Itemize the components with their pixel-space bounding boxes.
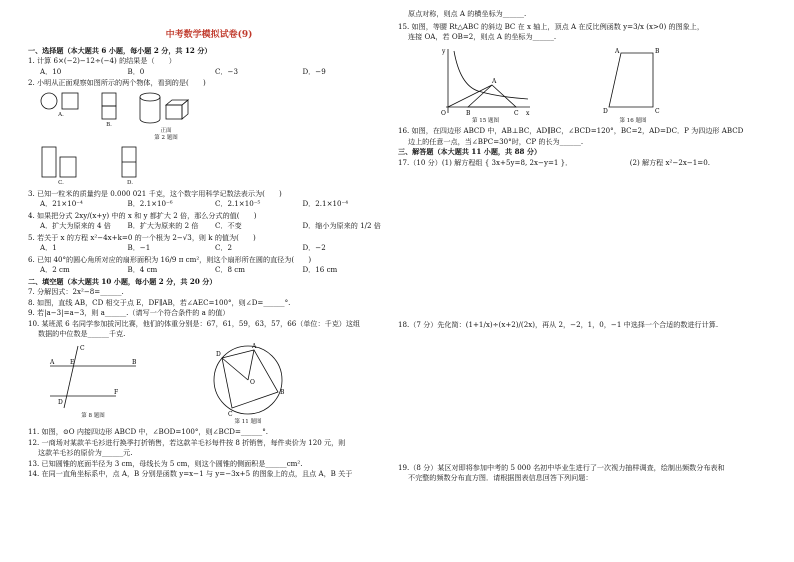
option-d: D．−9 [302, 66, 326, 76]
svg-text:B: B [466, 109, 471, 117]
question-14: 14. 在同一直角坐标系中，点 A，B 分别是函数 y=x−1 与 y=−3x+5 的图象上的点，且点 A，B 关于 [28, 470, 353, 479]
question-18: 18.（7 分）先化简：(1+1/x)÷(x+2)/(2x)，再从 2，−2，1，0，−1 中选择一个合适的数进行计算. [398, 321, 719, 330]
svg-text:O: O [441, 109, 446, 117]
option-a: A．10 [40, 66, 62, 76]
option-c: C．2 [215, 243, 233, 253]
option-c-label: C. [58, 179, 64, 186]
fig2-solids [136, 91, 196, 142]
question-2-figures [40, 91, 390, 142]
question-15-cont: 连接 OA，若 OB=2，则点 A 的坐标为______. [408, 33, 557, 41]
option-a: A．2 cm [40, 265, 70, 275]
question-7: 7. 分解因式：2x²−8=______. [28, 288, 124, 297]
question-3: 3. 已知一粒米的质量约是 0.000 021 千克，这个数字用科学记数法表示为( ) [28, 189, 282, 198]
svg-text:x: x [526, 109, 530, 117]
question-9: 9. 若|a−3|=a−3，则 a______.（请写一个符合条件的 a 的值） [28, 309, 230, 318]
fig11-caption: 第 11 题图 [234, 418, 262, 425]
svg-text:B: B [280, 388, 285, 396]
question-5: 5. 若关于 x 的方程 x²−4x+k=0 的一个根为 2−√3，则 k 的值为( ) [28, 233, 256, 242]
svg-text:C: C [80, 344, 85, 352]
question-10: 10. 某班派 6 名同学参加拔河比赛，他们的体重分别是：67，61，59，63，57，66（单位：千克）这组 [28, 319, 361, 328]
circle-square-figure [40, 91, 82, 111]
option-b-label: B. [106, 121, 112, 128]
svg-text:D: D [216, 350, 221, 358]
option-c: C．−3 [215, 66, 238, 76]
option-a: A．1 [40, 243, 57, 253]
question-10-cont: 数据的中位数是______千克. [38, 330, 126, 339]
svg-text:D: D [58, 398, 63, 406]
question-11: 11. 如图，⊙O 内接四边形 ABCD 中，∠BOD=100°，则∠BCD=______°. [28, 428, 269, 437]
fig15 [438, 45, 533, 125]
fill-figures [48, 342, 390, 426]
question-17-row [398, 159, 770, 168]
option-d: D．缩小为原来的 1/2 倍 [302, 221, 381, 231]
svg-text:O: O [250, 378, 255, 386]
section-fill-heading: 二、填空题（本大题共 10 小题，每小题 2 分，共 20 分） [28, 276, 217, 286]
page-title: 中考数学模拟试卷(9) [165, 30, 253, 40]
fig2-caption: 第 2 题图 [154, 135, 178, 142]
question-4: 4. 如果把分式 2xy/(x+y) 中的 x 和 y 都扩大 2 倍，那么分式的值( ) [28, 211, 257, 220]
option-a-label: A. [58, 111, 64, 118]
option-d-figure [120, 145, 140, 187]
svg-text:E: E [70, 358, 75, 366]
option-a: A．21×10⁻⁴ [40, 199, 83, 209]
option-d: D．−2 [302, 243, 326, 253]
svg-text:B: B [132, 358, 137, 366]
question-12-cont: 这款羊毛衫的原价为______元. [38, 449, 133, 458]
divided-rectangle-figure [120, 145, 140, 179]
answer-space-17 [398, 169, 770, 319]
answer-space-18 [398, 332, 770, 462]
right-column [398, 8, 770, 485]
fig16-caption: 第 16 题图 [619, 117, 647, 124]
svg-text:B: B [655, 47, 660, 55]
question-1-options [40, 68, 390, 77]
option-a-figure [40, 91, 82, 142]
svg-text:C: C [655, 107, 660, 115]
option-b-figure [100, 91, 118, 142]
question-2: 2. 小明从正面观察如图所示的两个物体，看到的是( ) [28, 79, 206, 88]
left-column [28, 30, 390, 481]
fig8-caption: 第 8 题图 [81, 412, 105, 419]
question-14-cont: 原点对称，则点 A 的横坐标为______. [408, 10, 527, 18]
option-a: A．扩大为原来的 4 倍 [40, 221, 111, 231]
question-17: 17.（10 分）(1) 解方程组 { 3x+5y=8, 2x−y=1 }． [398, 158, 573, 167]
section-solve-heading: 三、解答题（本大题共 11 小题，共 88 分） [398, 147, 542, 157]
option-c: C．不变 [215, 221, 242, 231]
question-3-options [40, 200, 390, 209]
option-b: B．0 [127, 66, 145, 76]
question-16-cont: 边上的任意一点，当∠BPC=30°时，CP 的长为______. [408, 137, 584, 146]
svg-text:C: C [228, 410, 233, 418]
option-b: B．4 cm [127, 265, 158, 275]
fig8 [48, 342, 138, 426]
question-4-options [40, 222, 390, 231]
svg-text:y: y [442, 47, 446, 55]
question-16: 16. 如图，在四边形 ABCD 中，AB⊥BC，AD∥BC，∠BCD=120°，BC=2，AD=DC．P 为四边形 ABCD [398, 127, 744, 136]
fig15-caption: 第 15 题图 [472, 117, 499, 124]
svg-text:D: D [603, 107, 608, 115]
stacked-squares-figure [100, 91, 118, 121]
option-d: D．2.1×10⁻⁴ [302, 199, 349, 209]
option-c: C．2.1×10⁻⁵ [215, 199, 261, 209]
svg-text:A: A [492, 77, 497, 85]
option-b: B．扩大为原来的 2 倍 [127, 221, 199, 231]
right-figures [438, 45, 770, 125]
svg-text:A: A [615, 47, 620, 55]
question-5-options [40, 244, 390, 253]
trapezoid-figure [603, 45, 663, 117]
option-d-label: D. [127, 179, 133, 186]
question-19-cont: 不完整的频数分布直方图．请根据图表信息回答下列问题： [408, 474, 593, 483]
svg-text:A: A [50, 358, 55, 366]
rectangles-figure [40, 145, 82, 179]
question-6-options [40, 266, 390, 275]
question-8: 8. 如图，直线 AB，CD 相交于点 E，DF∥AB，若∠AEC=100°，则∠D=______°. [28, 298, 291, 307]
option-d: D．16 cm [302, 265, 338, 275]
question-15: 15. 如图，等腰 Rt△ABC 的斜边 BC 在 x 轴上，顶点 A 在反比例函数 y=3/x (x>0) 的图象上， [398, 22, 704, 31]
parallel-lines-figure [48, 342, 138, 412]
option-c-figure [40, 145, 82, 187]
option-c: C．8 cm [215, 265, 245, 275]
question-1: 1. 计算 6×(−2)−12÷(−4) 的结果是（ ） [28, 57, 176, 66]
section-choice-heading: 一、选择题（本大题共 6 小题，每小题 2 分，共 12 分） [28, 45, 212, 55]
svg-text:A: A [252, 342, 257, 350]
question-19: 19.（8 分）某区对即将参加中考的 5 000 名初中毕业生进行了一次视力抽样调查，绘制出频数分布表和 [398, 463, 725, 472]
option-b: B．2.1×10⁻⁶ [127, 199, 173, 209]
cylinder-cube-figure [136, 91, 196, 127]
question-6: 6. 已知 40°的圆心角所对应的扇形面积为 16/9 π cm²，则这个扇形所在圆的直径为( ) [28, 255, 312, 264]
front-label: 正面 [160, 127, 172, 134]
question-12: 12. 一商场对某款羊毛衫进行换季打折销售，若这款羊毛衫每件按 8 折销售，每件卖价为 120 元，则 [28, 438, 346, 447]
option-b: B．−1 [127, 243, 151, 253]
question-2-figures-cd [40, 145, 390, 187]
fig11 [208, 342, 288, 426]
svg-text:F: F [114, 388, 119, 396]
circle-quadrilateral-figure [208, 342, 288, 418]
question-13: 13. 已知圆锥的底面半径为 3 cm，母线长为 5 cm，则这个圆锥的侧面积是______cm². [28, 459, 303, 468]
question-17-part-2: (2) 解方程 x²−2x−1=0. [629, 158, 710, 167]
hyperbola-triangle-figure [438, 45, 533, 117]
fig16 [603, 45, 663, 125]
svg-text:C: C [514, 109, 519, 117]
